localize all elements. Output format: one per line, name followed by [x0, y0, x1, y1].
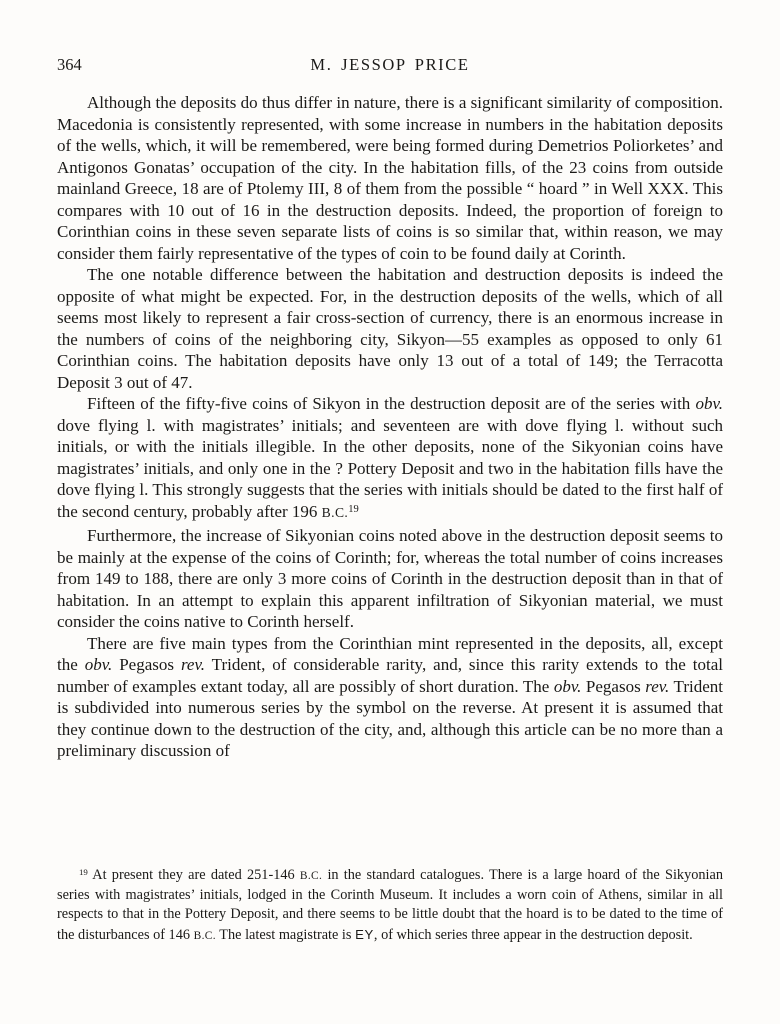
body-paragraph-5 [57, 633, 723, 762]
text-run: obv. [553, 676, 582, 696]
text-run: obv. [84, 655, 113, 674]
text-run: B.C. [321, 504, 349, 520]
body-paragraph-1 [57, 92, 723, 264]
text-run: 19 [79, 867, 88, 878]
page-number: 364 [57, 55, 82, 74]
text-run: Pegasos [581, 676, 646, 696]
text-run: in the standard catalogues. There is a large hoard of the Sikyonian series with magistrates’ initials, lodged in the Corinth Museum. It includes a worn coin of Athens, similar in all respects to that in the Pottery Deposit, and there seems to be little doubt that the hoard is to be dated to the time of the disturbances of 146 [57, 867, 723, 943]
text-run: , of which series three appear in the destruction deposit. [373, 926, 693, 943]
text-run: EY [355, 926, 374, 942]
text-run: rev. [645, 676, 670, 696]
body-paragraph-3 [57, 393, 723, 525]
text-run: The latest magistrate is [215, 926, 356, 943]
text-run: Trident, of considerable rarity, and, since this rarity extends to the total number of examples extant today, all are possibly of short duration. The [57, 655, 723, 696]
text-run: At present they are dated 251-146 [87, 867, 300, 883]
text-run: Although the deposits do thus differ in nature, there is a significant similarity of composition. Macedonia is consistently represented, with some increase in numbers in the habitation deposits of the wells, which, it will be remembered, were being formed during Demetrios Poliorketes’ and Antigonos Gonatas’ occupation of the city. In the habitation fills, of the 23 coins from outside mainland Greece, 18 are of Ptolemy III, 8 of them from the possible “ hoard ” in Well XXX. This compares with 10 out of 16 in the destruction deposits. Indeed, the proportion of foreign to Corinthian coins in these seven separate lists of coins is so similar that, within reason, we may consider them fairly representative of the types of coin to be found daily at Corinth. [57, 93, 723, 263]
text-run: Fifteen of the fifty-five coins of Sikyon in the destruction deposit are of the series with [87, 394, 696, 413]
text-run: rev. [180, 655, 206, 674]
text-run: B.C. [299, 870, 323, 882]
text-run: 19 [348, 503, 359, 515]
article-body [57, 92, 723, 762]
text-run: obv. [695, 394, 723, 413]
text-run: There are five main types from the Corinthian mint represented in the deposits, all, except the [57, 633, 723, 674]
running-title: M. JESSOP PRICE [310, 55, 470, 74]
body-paragraph-4 [57, 525, 723, 633]
text-run: The one notable difference between the habitation and destruction deposits is indeed the opposite of what might be expected. For, in the destruction deposits of the wells, which of all seems most likely to represent a fair cross-section of currency, there is an enormous increase in the numbers of coins of the neighboring city, Sikyon—55 examples as opposed to only 61 Corinthian coins. The habitation deposits have only 13 out of a total of 149; the Terracotta Deposit 3 out of 47. [57, 265, 723, 392]
text-run: dove flying l. with magistrates’ initials; and seventeen are with dove flying l. without such initials, or with the initials illegible. In the other deposits, none of the Sikyonian coins have magistrates’ initials, and only one in the ? Pottery Deposit and two in the habitation fills have the dove flying l. This strongly suggests that the series with initials should be dated to the first half of the second century, probably after 196 [57, 415, 723, 521]
body-paragraph-2 [57, 264, 723, 393]
text-run: Trident is subdivided into numerous series by the symbol on the reverse. At present it is assumed that they continue down to the destruction of the city, and, although this article can be no more than a preliminary discussion of [57, 676, 723, 760]
text-run: Pegasos [112, 655, 181, 674]
text-run: Furthermore, the increase of Sikyonian coins noted above in the destruction deposit seems to be mainly at the expense of the coins of Corinth; for, whereas the total number of coins increases from 149 to 188, there are only 3 more coins of Corinth in the destruction deposit than in that of habitation. In an attempt to explain this apparent infiltration of Sikyonian material, we must consider the coins native to Corinth herself. [57, 526, 723, 631]
footnote-19 [57, 866, 723, 946]
running-head [57, 55, 723, 77]
text-run: B.C. [193, 929, 216, 942]
